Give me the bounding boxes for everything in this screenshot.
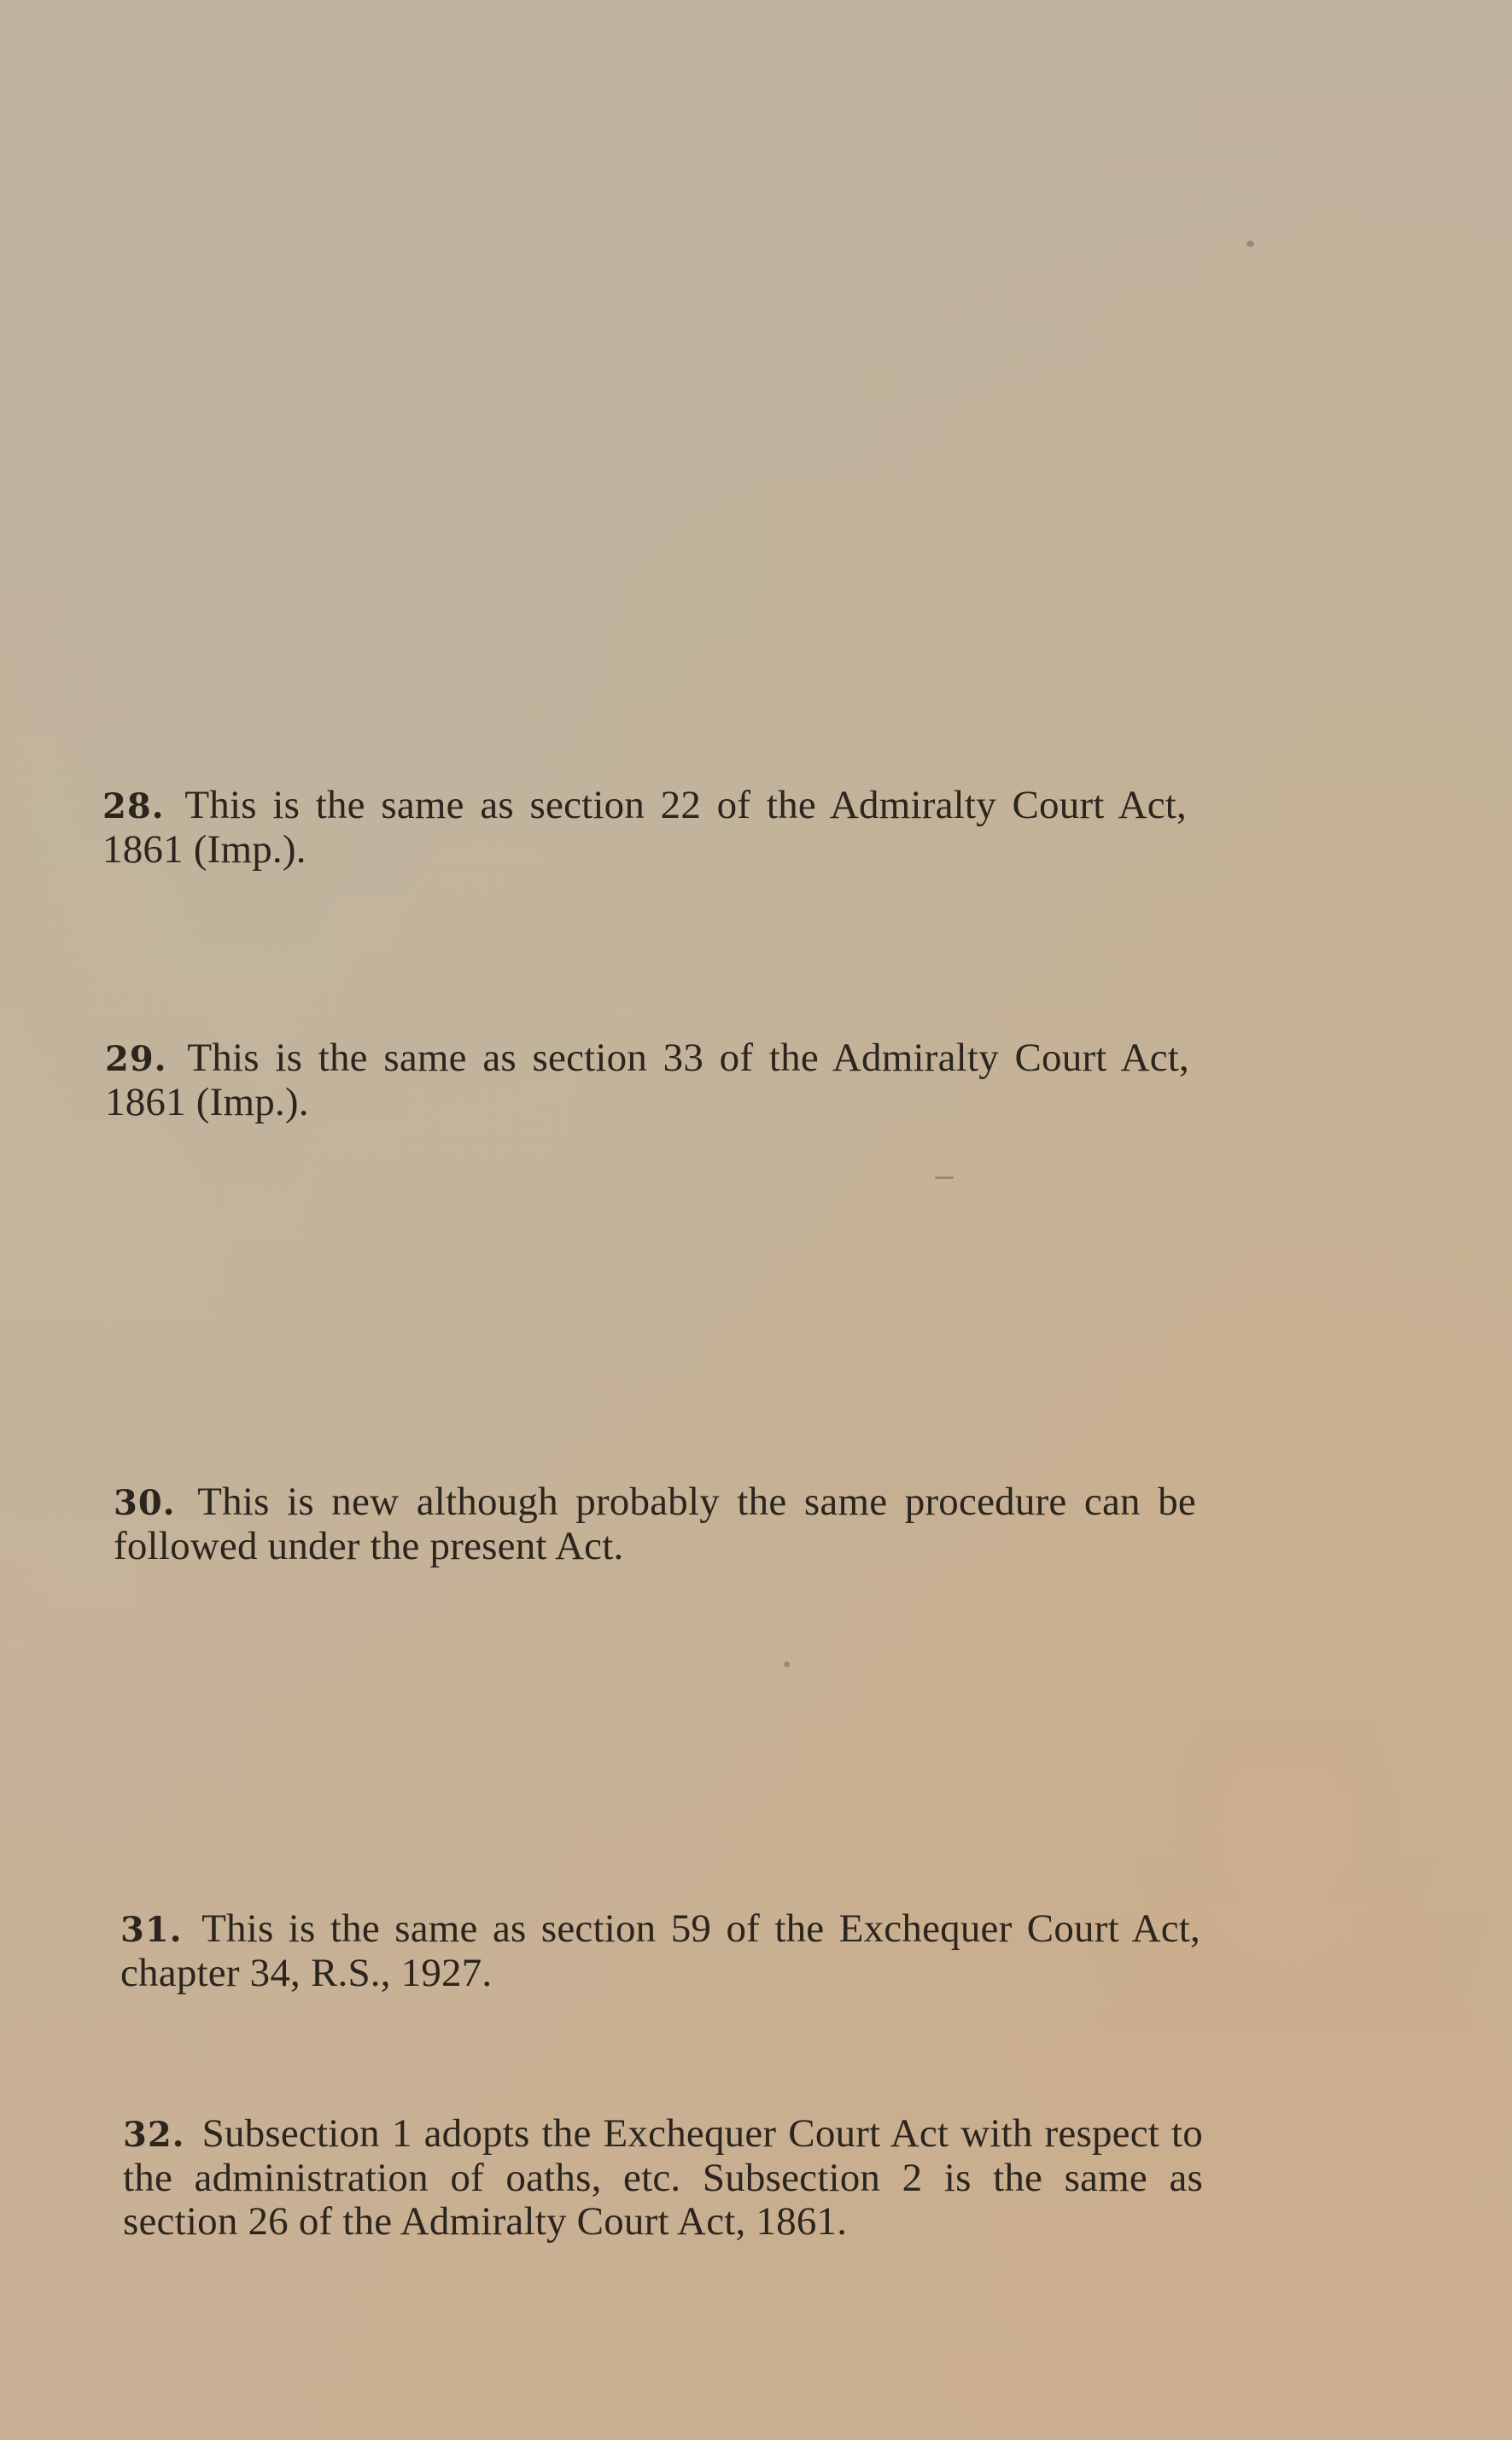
note-30 — [114, 1480, 1196, 1568]
note-28 — [102, 784, 1187, 872]
note-text: This is the same as section 59 of the Exchequer Court Act, chapter 34, R.S., 1927. — [120, 1906, 1200, 1995]
note-text: This is the same as section 33 of the Admiralty Court Act, 1861 (Imp.). — [105, 1036, 1190, 1124]
note-number: 30. — [114, 1483, 176, 1523]
note-number: 32. — [123, 2115, 185, 2155]
note-text: This is new although probably the same procedure can be followed under the present Act. — [114, 1480, 1196, 1568]
note-text: This is the same as section 22 of the Admiralty Court Act, 1861 (Imp.). — [102, 783, 1188, 872]
paper-speck — [784, 1661, 790, 1667]
note-number: 31. — [120, 1910, 183, 1950]
paper-speck — [935, 1176, 954, 1179]
note-29 — [105, 1036, 1189, 1124]
note-31 — [120, 1907, 1200, 1995]
note-number: 29. — [105, 1039, 167, 1079]
paper-speck — [1246, 241, 1254, 247]
note-text: Subsection 1 adopts the Exchequer Court Act with respect to the administration of oaths, etc. Subsection 2 is the same as section 26 of the Admiralty Court Act, 1861. — [123, 2111, 1204, 2244]
note-32 — [123, 2112, 1203, 2244]
note-number: 28. — [102, 786, 165, 826]
